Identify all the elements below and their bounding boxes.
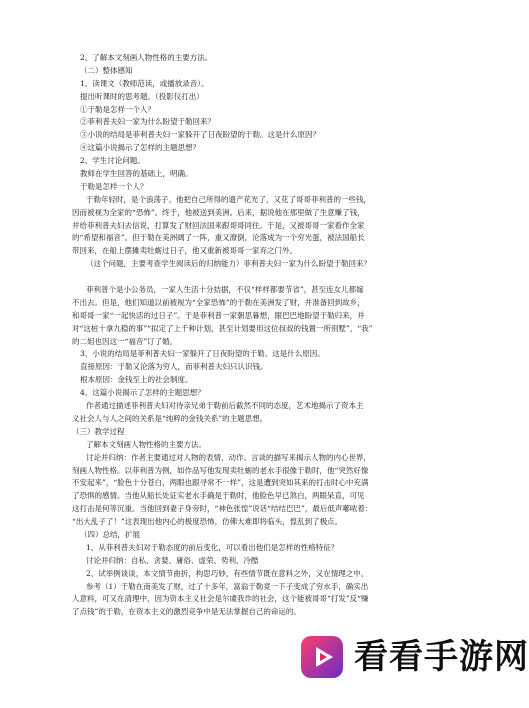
paragraph-line: 带回来，在船上摆摊卖牡蛎过日子，他又重新被哥哥一家弃之门外。 [72,246,297,256]
paragraph-line: 因而被视为全家的“恐怖”。终于，他被送到美洲。后来，据说他在那里做了生意赚了钱， [72,207,365,217]
paragraph-line: 人意料，可又在清理中，因为资本主义社会是尔虞我诈的社会，这个能被哥哥“打发”反“赚 [72,594,369,604]
paragraph-line: 不出去。但是，他们知道以前被视为“全家恐怖”的于勒在美洲发了财，并准备回到故乡， [72,297,365,307]
paragraph-line: 讨论并归纳：作者主要通过对人物的表情、动作、言谈的描写来揭示人物的内心世界， [86,452,371,462]
question-item: ①于勒是怎样一个人？ [80,104,155,114]
paragraph-line: 刻画人物性格。以菲利普为例，如作品写他发现卖牡蛎的老水手很像于勒时，他“突然好像 [72,465,369,475]
text-line: 了解本文刻画人物性格的主要方法。 [86,439,206,449]
text-line: 根本原因：金钱至上的社会制度。 [80,375,193,385]
paragraph-line: 参考（1）于勒在南美发了财，过了十多年，富翁于勒竟一下子变成了穷水手，确实出 [86,581,369,591]
paragraph-line: 不安起来”，“脸色十分苍白，两眼也跟寻常不一样”，这是遭到突如其来的打击时心中充满 [72,478,369,488]
section-heading: （二）整体感知 [80,65,133,75]
paragraph-line: 的二姐也因这一“福音”订了婚。 [72,336,178,346]
paragraph-gap [72,271,440,284]
paragraph-line: “出大乱子了！”这表现出他内心的极度恐怖，仿佛大难即将临头，惶乱到了极点。 [72,517,343,527]
site-watermark [298,621,529,693]
paragraph-line: 的“希望和福音”。但于勒在美洲阔了一阵，重又潦倒，沦落成为一个穷光蛋，被法国船长 [72,233,365,243]
text-line: 讨论并归纳：自私、贪婪、庸俗、虚荣、势利、冷酷 [86,555,259,565]
text-line: 1、从菲利普夫妇对于勒态度的前后变化，可以看出他们是怎样的性格特征？ [86,542,339,552]
text-line: 直接原因：于勒又沦落为穷人，而菲利普夫妇只认识钱。 [80,362,268,372]
paragraph-line: 于勒年轻时，是个浪荡子。他把自己所得的遗产花光了，又花了哥哥菲利普的一些钱， [86,194,371,204]
paragraph-line: 这打击是何等沉重。当他回到妻子身旁时，“神色张惶”说话“结结巴巴”，最后低声嘟哝着： [72,504,373,514]
play-button-logo-icon [298,633,346,681]
paragraph-line: 了点钱”的于勒，在资本主义的激烈竞争中是无法掌握自己的命运的。 [72,607,301,617]
question-item: ②菲利普夫妇一家为什么盼望于勒回来？ [80,117,215,127]
text-line: 2、学生讨论问题。 [80,156,145,166]
section-heading: （四）总结，扩展 [80,529,140,539]
paragraph-line: 和哥哥一家“一起快活的过日子”。于是菲利普一家朝思暮想，眼巴巴地盼望于勒归来，并 [72,310,365,320]
watermark-text: 看看手游网 [354,637,529,677]
section-heading: （三）教学过程 [72,426,125,436]
text-line: 1、读课文（教师范读，或播放录音）。 [80,78,209,88]
paragraph-line: 并给菲利普夫妇去信说，打算发了财回法国来跟哥哥同住。于是，又被哥哥一家看作全家 [72,220,365,230]
paragraph-line: 了恐惧的感情。当他从船长处证实老水手确是于勒时，他脸色早已煞白，两眼呆直，可见 [72,491,365,501]
question-item: ③小说的结局是菲利普夫妇一家躲开了日夜盼望的于勒。这是什么原因？ [80,130,320,140]
paragraph-line: 对“这桩十拿九稳的事”“拟定了上千种计划，甚至计划要用这位叔叔的钱置一所别墅”，“我” [72,323,373,333]
text-line: 3、小说的结局是菲利普夫妇一家躲开了日夜盼望的于勒。这是什么原因。 [80,349,325,359]
question-item: ④这篇小说揭示了怎样的主题思想？ [80,143,200,153]
text-line: 4、这篇小说揭示了怎样的主题思想？ [80,388,205,398]
document-body [72,52,440,619]
paragraph-line: 菲利普个是小公务员，一家人生活十分拮据，不仅“样样都要节省”，甚至连女儿都嫁 [86,285,364,295]
text-line: 2、试举例谈谈，本文情节曲折，构思巧妙，有些情节既在意料之外，又在情理之中。 [86,568,369,578]
text-line: 2、了解本文刻画人物性格的主要方法。 [80,53,213,62]
text-line: 于勒是怎样一个人？ [80,181,148,191]
text-line: 教师在学生回答的基础上，明确。 [80,169,193,179]
paragraph-line: 作者通过描述菲利普夫妇对待亲兄弟于勒前后截然不同的态度，艺术地揭示了资本主 [86,401,364,411]
text-line: 提出听课时的思考题。（投影仪打出） [80,91,204,101]
paragraph-line: 义社会人与人之间的关系是“纯粹的金钱关系”的主题思想。 [72,413,268,423]
paragraph-line: （这个问题，主要考查学生阅读后的归纳能力）菲利普夫妇一家为什么盼望于勒回来？ [86,259,371,269]
